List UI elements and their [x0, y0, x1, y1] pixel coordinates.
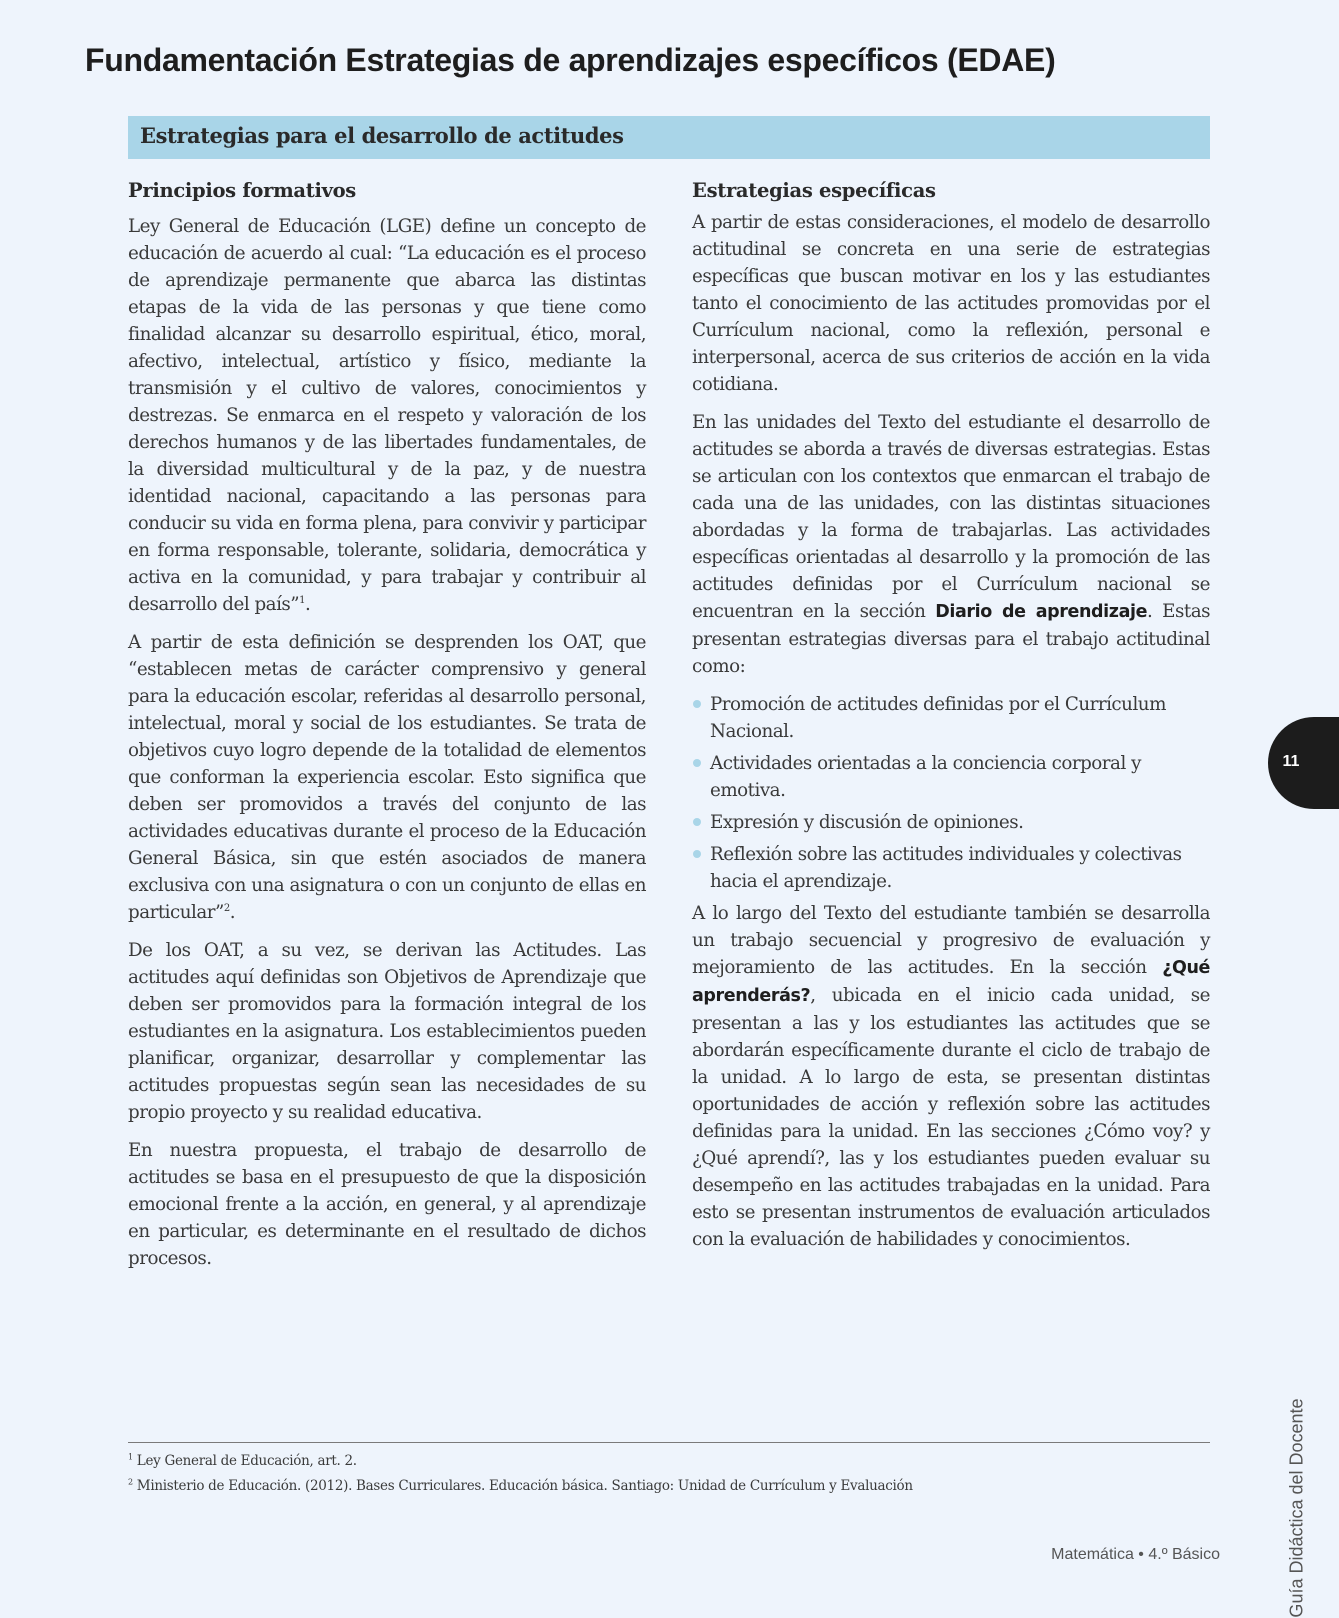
- list-item: Reflexión sobre las actitudes individuales y colectivas hacia el aprendizaje.: [692, 841, 1210, 895]
- paragraph: A partir de estas consideraciones, el modelo de desarrollo actitudinal se concreta en una serie de estrategias específicas que buscan motivar en los y las estudiantes tanto el conocimiento de las actitudes promovidas por el Currículum nacional, como la reflexión, personal e interpersonal, acerca de sus criterios de acción en la vida cotidiana.: [692, 212, 1210, 396]
- right-column: [692, 178, 1210, 1264]
- section-name-diario: Diario de aprendizaje: [935, 602, 1148, 623]
- left-column: [128, 178, 646, 1283]
- paragraph: De los OAT, a su vez, se derivan las Actitudes. Las actitudes aquí definidas son Objetivos de Aprendizaje que deben ser promovidos para la formación integral de los estudiantes en la asignatura. Los establecimientos pueden planificar, organizar, desarrollar y complementar las actitudes propuestas según sean las necesidades de su propio proyecto y su realidad educativa.: [128, 940, 646, 1124]
- side-title: Guía Didáctica del Docente: [1286, 1398, 1307, 1618]
- paragraph: A lo largo del Texto del estudiante también se desarrolla un trabajo secuencial y progresivo de evaluación y mejoramiento de las actitudes. En la sección ¿Qué aprenderás?, ubicada en el inicio cada unidad, se presentan a las y los estudiantes las actitudes que se abordarán específicamente durante el ciclo de trabajo de la unidad. A lo largo de esta, se presentan distintas oportunidades de acción y reflexión sobre las actitudes definidas para la unidad. En las secciones ¿Cómo voy? y ¿Qué aprendí?, las y los estudiantes pueden evaluar su desempeño en las actitudes trabajadas en la unidad. Para esto se presentan instrumentos de evaluación articulados con la evaluación de habilidades y conocimientos.: [692, 903, 1210, 1251]
- footnote: $^1$ Ley General de Educación, art. 2.: [128, 1452, 357, 1469]
- list-item: Expresión y discusión de opiniones.: [692, 809, 1210, 836]
- paragraph: A partir de esta definición se desprenden los OAT, que “establecen metas de carácter comprensivo y general para la educación escolar, referidas al desarrollo personal, intelectual, moral y social de los estudiantes. Se trata de objetivos cuyo logro depende de la totalidad de elementos que conforman la experiencia escolar. Esto significa que deben ser promovidos a través del conjunto de las actividades educativas durante el proceso de la Educación General Básica, sin que estén asociados de manera exclusiva con una asignatura o con un conjunto de ellas en particular”$^2$.: [128, 632, 646, 924]
- footnote-ref: 1: [299, 595, 306, 607]
- section-name-que-aprenderas: ¿Qué aprenderás?: [692, 958, 1210, 1007]
- list-item: Promoción de actitudes definidas por el Currículum Nacional.: [692, 691, 1210, 745]
- left-column-heading: Principios formativos: [128, 179, 356, 202]
- page-number-tab: [1268, 717, 1339, 809]
- right-column-heading: Estrategias específicas: [692, 179, 936, 202]
- paragraph: En las unidades del Texto del estudiante el desarrollo de actitudes se aborda a través de diversas estrategias. Estas se articulan con los contextos que enmarcan el trabajo de cada una de las unidades, con las distintas situaciones abordadas y la forma de trabajarlas. Las actividades específicas orientadas al desarrollo y la promoción de las actitudes definidas por el Currículum nacional se encuentran en la sección Diario de aprendizaje. Estas presentan estrategias diversas para el trabajo actitudinal como:: [692, 412, 1210, 678]
- paragraph: En nuestra propuesta, el trabajo de desarrollo de actitudes se basa en el presupuesto de que la disposición emocional frente a la acción, en general, y al aprendizaje en particular, es determinante en el resultado de dichos procesos.: [128, 1140, 646, 1270]
- strategy-list: [692, 691, 1210, 895]
- footnotes: [128, 1453, 1210, 1503]
- footnote-divider: [128, 1442, 1210, 1443]
- paragraph: Ley General de Educación (LGE) define un concepto de educación de acuerdo al cual: “La educación es el proceso de aprendizaje permanente que abarca las distintas etapas de la vida de las personas y que tiene como finalidad alcanzar su desarrollo espiritual, ético, moral, afectivo, intelectual, artístico y físico, mediante la transmisión y el cultivo de valores, conocimientos y destrezas. Se enmarca en el respeto y valoración de los derechos humanos y de las libertades fundamentales, de la diversidad multicultural y de la paz, y de nuestra identidad nacional, capacitando a las personas para conducir su vida en forma plena, para convivir y participar en forma responsable, tolerante, solidaria, democrática y activa en la comunidad, y para trabajar y contribuir al desarrollo del país”$^1$.: [128, 216, 646, 616]
- section-heading: Estrategias para el desarrollo de actitudes: [128, 116, 1210, 159]
- page-number: 11: [1282, 753, 1300, 770]
- list-item: Actividades orientadas a la conciencia corporal y emotiva.: [692, 750, 1210, 804]
- footnote-ref: 2: [223, 903, 230, 915]
- footnote: $^2$ Ministerio de Educación. (2012). Bases Curriculares. Educación básica. Santiago: Unidad de Currículum y Evaluación: [128, 1477, 913, 1494]
- page-footer: Matemática • 4.º Básico: [1051, 1546, 1220, 1563]
- page-title: Fundamentación Estrategias de aprendizajes específicos (EDAE): [85, 42, 1056, 78]
